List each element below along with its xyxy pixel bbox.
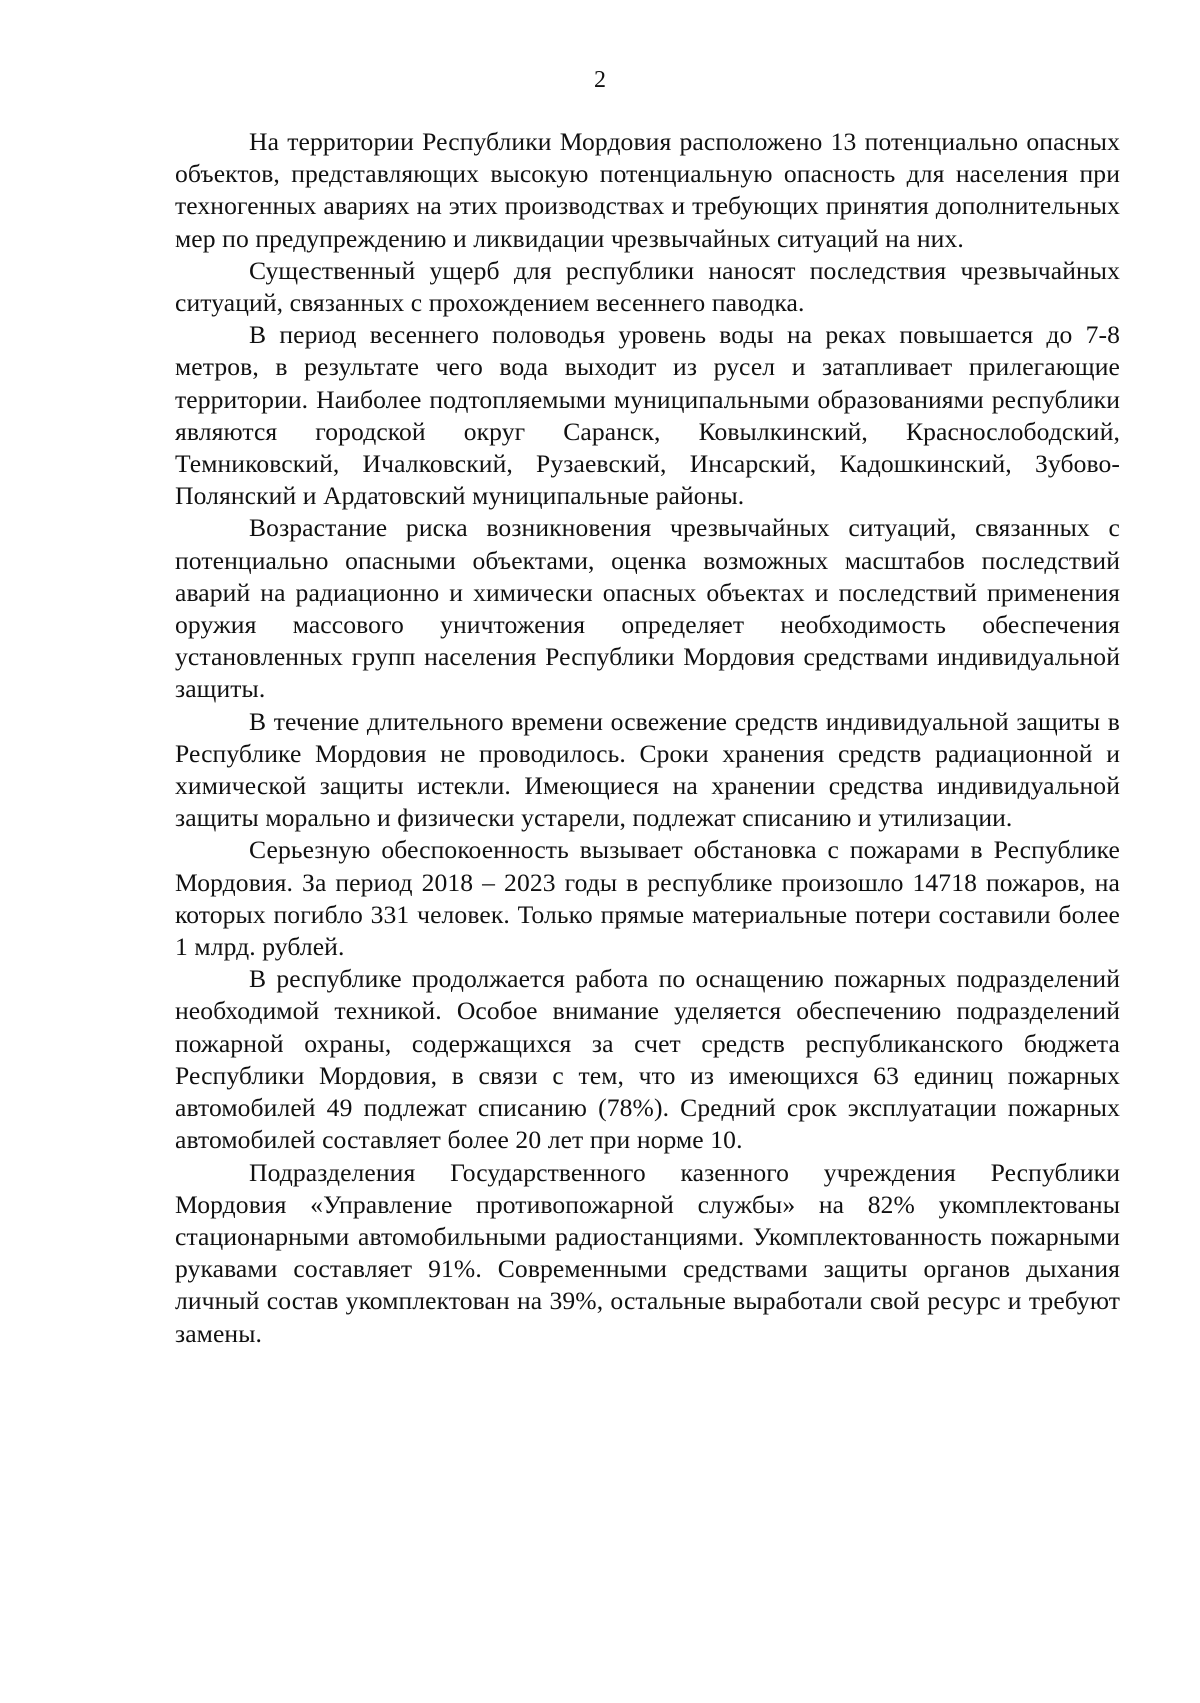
paragraph-spring-flood: В период весеннего половодья уровень воды на реках повышается до 7-8 метров, в результате чего вода выходит из русел и затапливает прилегающие территории. Наиболее подтопляемыми муниципальными образованиями республики являются городской округ Саранск, Ковылкинский, Краснослободский, Темниковский, Ичалковский, Рузаевский, Инсарский, Кадошкинский, Зубово-Полянский и Ардатовский муниципальные районы. <box>175 320 1120 511</box>
paragraph-flood-damage: Существенный ущерб для республики наносят последствия чрезвычайных ситуаций, связанных с прохождением весеннего паводка. <box>175 255 1120 318</box>
paragraph-fire-service-equipment: Подразделения Государственного казенного учреждения Республики Мордовия «Управление противопожарной службы» на 82% укомплектованы стационарными автомобильными радиостанциями. Укомплектованность пожарными рукавами составляет 91%. Современными средствами защиты органов дыхания личный состав укомплектован на 39%, остальные выработали свой ресурс и требуют замены. <box>175 1157 1120 1348</box>
paragraph-protection-equipment: В течение длительного времени освежение средств индивидуальной защиты в Республике Мордовия не проводилось. Сроки хранения средств радиационной и химической защиты истекли. Имеющиеся на хранении средства индивидуальной защиты морально и физически устарели, подлежат списанию и утилизации. <box>175 706 1120 833</box>
paragraph-fire-vehicles: В республике продолжается работа по оснащению пожарных подразделений необходимой техникой. Особое внимание уделяется обеспечению подразделений пожарной охраны, содержащихся за счет средств республиканского бюджета Республики Мордовия, в связи с тем, что из имеющихся 63 единиц пожарных автомобилей 49 подлежат списанию (78%). Средний срок эксплуатации пожарных автомобилей составляет более 20 лет при норме 10. <box>175 964 1120 1155</box>
paragraph-fire-situation: Серьезную обеспокоенность вызывает обстановка с пожарами в Республике Мордовия. За период 2018 – 2023 годы в республике произошло 14718 пожаров, на которых погибло 331 человек. Только прямые материальные потери составили более 1 млрд. рублей. <box>175 835 1120 962</box>
paragraph-protection-need: Возрастание риска возникновения чрезвычайных ситуаций, связанных с потенциально опасными объектами, оценка возможных масштабов последствий аварий на радиационно и химически опасных объектах и последствий применения оружия массового уничтожения определяет необходимость обеспечения установленных групп населения Республики Мордовия средствами индивидуальной защиты. <box>175 513 1120 704</box>
document-body <box>175 126 1120 1350</box>
page-number: 2 <box>594 67 606 93</box>
paragraph-hazardous-objects: На территории Республики Мордовия расположено 13 потенциально опасных объектов, представляющих высокую потенциальную опасность для населения при техногенных авариях на этих производствах и требующих принятия дополнительных мер по предупреждению и ликвидации чрезвычайных ситуаций на них. <box>175 127 1120 253</box>
